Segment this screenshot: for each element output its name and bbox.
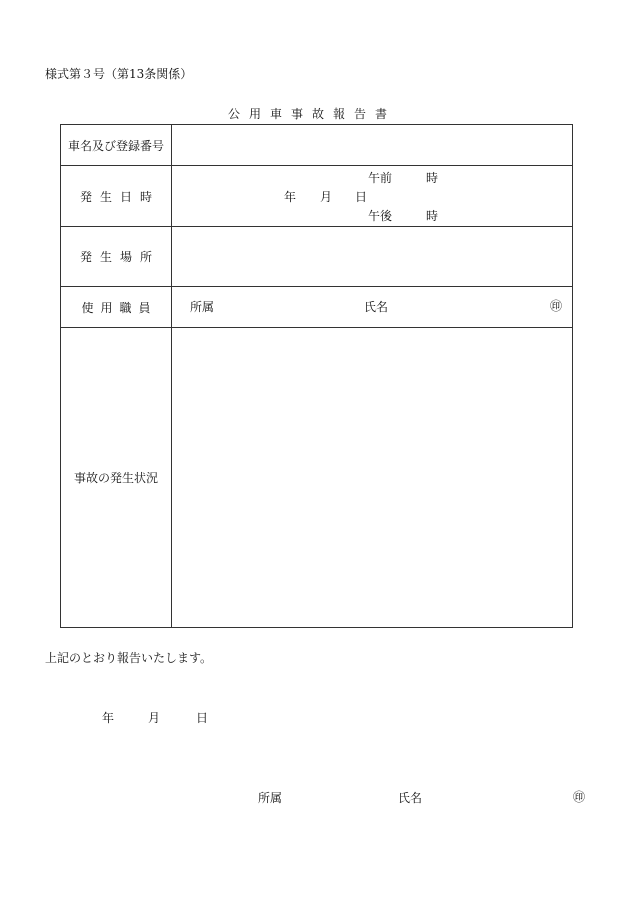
- am-hour-label: 時: [426, 171, 439, 185]
- report-statement: 上記のとおり報告いたします。: [45, 651, 213, 665]
- month-label: 月: [320, 190, 333, 204]
- am-label: 午前: [368, 171, 393, 185]
- vehicle-row: [61, 125, 573, 166]
- pm-hour-label: 時: [426, 209, 439, 223]
- seal-icon: ㊞: [550, 299, 563, 313]
- signature-affiliation-label: 所属: [258, 791, 283, 805]
- date-label: 発生日時: [61, 166, 172, 227]
- situation-row: [61, 328, 573, 628]
- date-field[interactable]: [172, 166, 573, 227]
- report-year-label: 年: [102, 711, 115, 725]
- place-label: 発生場所: [61, 227, 172, 287]
- staff-row: [61, 287, 573, 328]
- situation-field[interactable]: [172, 328, 573, 628]
- form-number: 様式第３号（第13条関係）: [45, 67, 193, 81]
- staff-affiliation-label: 所属: [190, 300, 215, 314]
- date-row: [61, 166, 573, 227]
- report-day-label: 日: [196, 711, 209, 725]
- place-row: [61, 227, 573, 287]
- year-label: 年: [284, 190, 297, 204]
- document-title: 公用車事故報告書: [228, 107, 397, 121]
- situation-label: 事故の発生状況: [61, 328, 172, 628]
- day-label: 日: [355, 190, 368, 204]
- staff-label: 使用職員: [61, 287, 172, 328]
- pm-label: 午後: [368, 209, 393, 223]
- staff-name-label: 氏名: [364, 300, 389, 314]
- signature-seal-icon: ㊞: [573, 790, 586, 804]
- report-month-label: 月: [148, 711, 161, 725]
- vehicle-field[interactable]: [172, 125, 573, 166]
- accident-report-table: [60, 124, 573, 628]
- vehicle-label: 車名及び登録番号: [61, 125, 172, 166]
- place-field[interactable]: [172, 227, 573, 287]
- staff-field[interactable]: [172, 287, 573, 328]
- signature-name-label: 氏名: [398, 791, 423, 805]
